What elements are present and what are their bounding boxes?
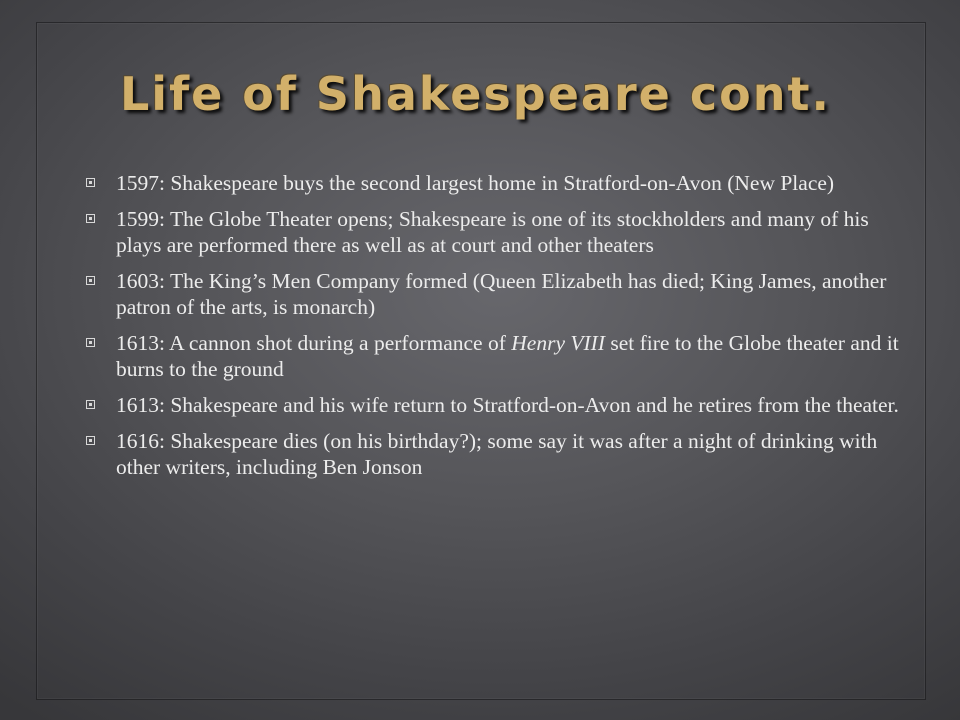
square-bullet-icon <box>86 436 95 445</box>
bullet-item-1603 <box>82 268 912 320</box>
bullet-text: 1603: The King’s Men Company formed (Queen Elizabeth has died; King James, another patron of the arts, is monarch) <box>116 269 887 319</box>
bullet-text: 1597: Shakespeare buys the second largest home in Stratford-on-Avon (New Place) <box>116 171 835 195</box>
square-bullet-icon <box>86 178 95 187</box>
play-title: Henry VIII <box>511 331 605 355</box>
bullet-item-1613-fire <box>82 330 912 382</box>
bullet-item-1613-retire <box>82 392 912 418</box>
bullet-list <box>82 170 912 490</box>
square-bullet-icon <box>86 276 95 285</box>
square-bullet-icon <box>86 400 95 409</box>
slide-title: Life of Shakespeare cont. <box>120 67 831 121</box>
bullet-text: 1613: A cannon shot during a performance of Henry VIII set fire to the Globe theater and it burns to the ground <box>116 331 899 381</box>
bullet-item-1599 <box>82 206 912 258</box>
bullet-text: 1616: Shakespeare dies (on his birthday?); some say it was after a night of drinking with other writers, including Ben Jonson <box>116 429 878 479</box>
bullet-item-1597 <box>82 170 912 196</box>
square-bullet-icon <box>86 338 95 347</box>
bullet-text: 1599: The Globe Theater opens; Shakespeare is one of its stockholders and many of his plays are performed there as well as at court and other theaters <box>116 207 869 257</box>
bullet-item-1616 <box>82 428 912 480</box>
square-bullet-icon <box>86 214 95 223</box>
bullet-text: 1613: Shakespeare and his wife return to Stratford-on-Avon and he retires from the theater. <box>116 393 899 417</box>
